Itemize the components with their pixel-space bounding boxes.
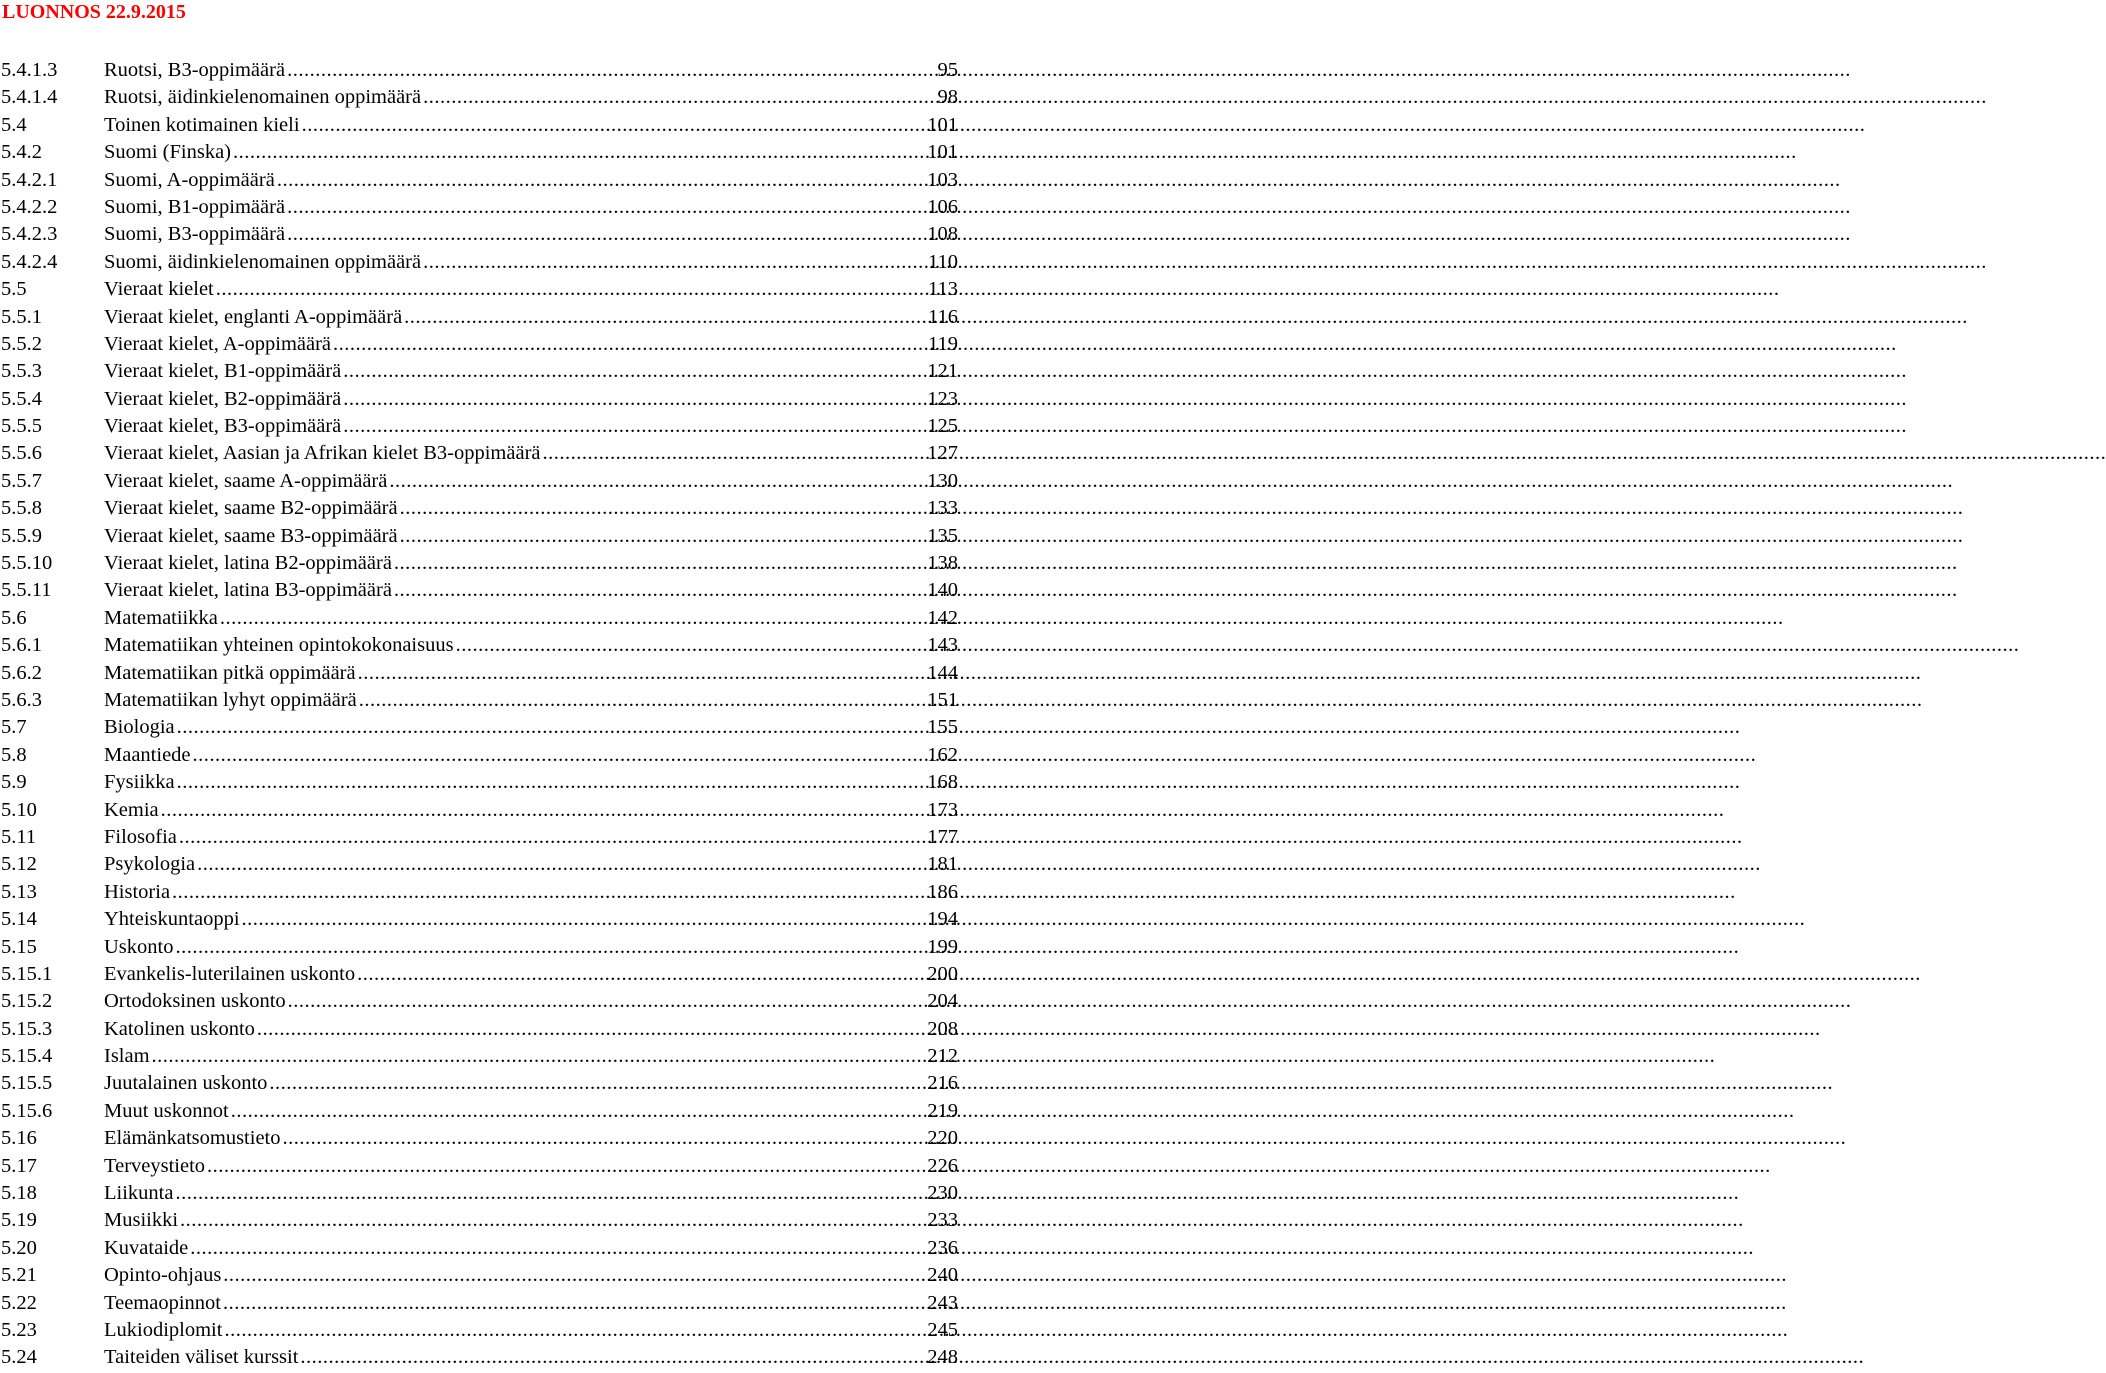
toc-entry-title: Taiteiden väliset kurssit (104, 1346, 299, 1369)
toc-entry-title: Teemaopinnot (104, 1291, 221, 1314)
toc-entry-page: 173 (927, 798, 958, 821)
toc-entry-number: 5.7 (1, 716, 27, 739)
toc-entry-number: 5.22 (1, 1291, 37, 1314)
toc-entry[interactable] (0, 276, 960, 303)
toc-entry-title: Islam (104, 1045, 150, 1068)
toc-entry-page: 181 (927, 853, 958, 876)
toc-dot-leader (358, 660, 926, 687)
toc-entry-number: 5.24 (1, 1346, 37, 1369)
toc-entry-page: 108 (927, 223, 958, 246)
toc-dot-leader (190, 1235, 925, 1262)
toc-entry-number: 5.21 (1, 1264, 37, 1287)
toc-entry-title: Ruotsi, B3-oppimäärä (104, 59, 286, 81)
toc-entry-title: Katolinen uskonto (104, 1017, 255, 1040)
toc-entry-title: Matematiikan yhteinen opintokokonaisuus (104, 634, 454, 657)
toc-dot-leader (394, 550, 925, 577)
toc-entry[interactable] (0, 1153, 960, 1180)
toc-entry[interactable] (0, 687, 960, 714)
toc-dot-leader (287, 194, 925, 221)
toc-entry-number: 5.15.2 (1, 990, 53, 1013)
toc-entry-page: 110 (928, 250, 958, 273)
toc-dot-leader (224, 1317, 925, 1344)
toc-dot-leader (287, 221, 925, 248)
toc-entry-page: 106 (927, 195, 958, 218)
toc-entry-title: Suomi, B1-oppimäärä (104, 195, 286, 218)
toc-entry-number: 5.5.3 (1, 360, 42, 383)
toc-dot-leader (207, 1153, 925, 1180)
toc-dot-leader (394, 577, 925, 604)
toc-entry[interactable] (0, 249, 960, 276)
toc-entry-number: 5.4.2.4 (1, 250, 58, 273)
toc-dot-leader (343, 358, 925, 385)
toc-entry-number: 5.4.2 (1, 141, 42, 164)
toc-entry-page: 219 (927, 1099, 958, 1122)
toc-entry-page: 138 (927, 552, 958, 575)
toc-entry[interactable] (0, 988, 960, 1015)
toc-dot-leader (357, 961, 925, 988)
toc-entry-title: Vieraat kielet, saame B2-oppimäärä (104, 497, 398, 520)
toc-entry[interactable] (0, 660, 960, 687)
toc-entry-title: Vieraat kielet, B1-oppimäärä (104, 360, 342, 383)
toc-entry-title: Kuvataide (104, 1236, 189, 1259)
toc-entry-number: 5.12 (1, 853, 37, 876)
toc-entry[interactable] (0, 304, 960, 331)
toc-entry-title: Vieraat kielet, B2-oppimäärä (104, 387, 342, 410)
toc-entry-page: 144 (927, 661, 958, 684)
toc-dot-leader (231, 1098, 926, 1125)
toc-dot-leader (543, 440, 926, 467)
toc-dot-leader (423, 249, 926, 276)
toc-entry-title: Biologia (104, 716, 175, 739)
toc-dot-leader (175, 934, 925, 961)
toc-entry-page: 135 (927, 524, 958, 547)
toc-entry-page: 212 (927, 1045, 958, 1068)
toc-entry-title: Psykologia (104, 853, 196, 876)
toc-entry[interactable] (0, 358, 960, 385)
toc-entry-title: Suomi, A-oppimäärä (104, 168, 275, 191)
toc-entry[interactable] (0, 57, 960, 84)
toc-dot-leader (216, 276, 926, 303)
toc-entry-number: 5.5 (1, 278, 27, 301)
toc-entry-number: 5.5.8 (1, 497, 42, 520)
toc-entry-number: 5.8 (1, 743, 27, 766)
toc-entry[interactable] (0, 1016, 960, 1043)
toc-entry-title: Opinto-ohjaus (104, 1264, 222, 1287)
toc-entry-title: Vieraat kielet (104, 278, 214, 301)
toc-dot-leader (300, 1344, 925, 1371)
toc-entry-page: 143 (927, 634, 958, 657)
toc-entry-number: 5.23 (1, 1318, 37, 1341)
toc-dot-leader (359, 687, 925, 714)
toc-entry-title: Matematiikan pitkä oppimäärä (104, 661, 356, 684)
toc-entry[interactable] (0, 961, 960, 988)
toc-entry-number: 5.5.11 (1, 579, 52, 602)
toc-entry-number: 5.10 (1, 798, 37, 821)
toc-entry[interactable] (0, 605, 960, 632)
toc-dot-leader (233, 139, 925, 166)
toc-entry-title: Matematiikan lyhyt oppimäärä (104, 688, 357, 711)
toc-entry[interactable] (0, 550, 960, 577)
toc-entry-title: Matematiikka (104, 606, 218, 629)
toc-entry-page: 208 (927, 1017, 958, 1040)
toc-entry-page: 113 (928, 278, 958, 301)
toc-entry[interactable] (0, 1070, 960, 1097)
toc-dot-leader (257, 1016, 925, 1043)
toc-dot-leader (423, 84, 935, 111)
toc-entry-title: Vieraat kielet, latina B2-oppimäärä (104, 552, 392, 575)
toc-entry-title: Musiikki (104, 1209, 179, 1232)
toc-dot-leader (269, 1070, 925, 1097)
toc-entry-page: 226 (927, 1154, 958, 1177)
toc-entry-page: 220 (927, 1127, 958, 1150)
toc-entry[interactable] (0, 84, 960, 111)
toc-entry-number: 5.5.5 (1, 415, 42, 438)
toc-entry-page: 168 (927, 771, 958, 794)
toc-entry-number: 5.15 (1, 935, 37, 958)
toc-entry-title: Toinen kotimainen kieli (104, 113, 300, 136)
toc-entry-title: Evankelis-luterilainen uskonto (104, 962, 356, 985)
toc-entry-title: Vieraat kielet, A-oppimäärä (104, 332, 332, 355)
toc-entry-title: Ruotsi, äidinkielenomainen oppimäärä (104, 86, 422, 109)
toc-entry-title: Uskonto (104, 935, 174, 958)
toc-entry-page: 121 (927, 360, 958, 383)
toc-entry[interactable] (0, 934, 960, 961)
toc-entry[interactable] (0, 1125, 960, 1152)
toc-entry-title: Vieraat kielet, latina B3-oppimäärä (104, 579, 392, 602)
toc-entry-number: 5.9 (1, 771, 27, 794)
toc-entry-number: 5.4.2.3 (1, 223, 58, 246)
toc-entry[interactable] (0, 1235, 960, 1262)
toc-entry-title: Liikunta (104, 1182, 174, 1205)
toc-entry-title: Vieraat kielet, saame B3-oppimäärä (104, 524, 398, 547)
toc-entry-number: 5.5.9 (1, 524, 42, 547)
toc-dot-leader (287, 57, 935, 84)
toc-entry-page: 103 (927, 168, 958, 191)
toc-entry-page: 95 (937, 59, 958, 81)
toc-entry-number: 5.4.2.2 (1, 195, 58, 218)
toc-entry-number: 5.5.2 (1, 332, 42, 355)
toc-entry[interactable] (0, 797, 960, 824)
toc-entry-title: Terveystieto (104, 1154, 206, 1177)
toc-entry-page: 133 (927, 497, 958, 520)
toc-entry-number: 5.15.1 (1, 962, 53, 985)
toc-entry-number: 5.5.6 (1, 442, 42, 465)
toc-dot-leader (223, 1290, 925, 1317)
toc-entry-title: Suomi (Finska) (104, 141, 231, 164)
toc-entry[interactable] (0, 1344, 960, 1371)
toc-entry-page: 200 (927, 962, 958, 985)
toc-entry-page: 116 (928, 305, 958, 328)
toc-entry-page: 177 (927, 825, 958, 848)
toc-dot-leader (220, 605, 925, 632)
toc-entry-number: 5.14 (1, 908, 37, 931)
toc-entry-number: 5.4 (1, 113, 27, 136)
toc-entry-number: 5.18 (1, 1182, 37, 1205)
toc-entry-title: Yhteiskuntaoppi (104, 908, 240, 931)
toc-entry[interactable] (0, 1262, 960, 1289)
toc-entry-number: 5.19 (1, 1209, 37, 1232)
toc-entry-page: 119 (928, 332, 958, 355)
toc-entry[interactable] (0, 577, 960, 604)
toc-entry[interactable] (0, 824, 960, 851)
toc-entry-title: Elämänkatsomustieto (104, 1127, 281, 1150)
toc-entry[interactable] (0, 194, 960, 221)
toc-dot-leader (177, 714, 926, 741)
toc-dot-leader (400, 495, 926, 522)
toc-dot-leader (242, 906, 926, 933)
toc-entry-number: 5.5.10 (1, 552, 53, 575)
toc-dot-leader (389, 468, 925, 495)
toc-entry-page: 162 (927, 743, 958, 766)
toc-entry-number: 5.11 (1, 825, 37, 848)
toc-entry-page: 123 (927, 387, 958, 410)
toc-entry-title: Lukiodiplomit (104, 1318, 223, 1341)
toc-entry-page: 194 (927, 908, 958, 931)
toc-entry-title: Vieraat kielet, saame A-oppimäärä (104, 469, 388, 492)
toc-entry-page: 240 (927, 1264, 958, 1287)
toc-entry-page: 216 (927, 1072, 958, 1095)
toc-dot-leader (343, 413, 925, 440)
toc-dot-leader (193, 742, 926, 769)
toc-dot-leader (288, 988, 926, 1015)
toc-dot-leader (343, 386, 925, 413)
toc-dot-leader (179, 824, 925, 851)
toc-entry-title: Vieraat kielet, englanti A-oppimäärä (104, 305, 403, 328)
toc-entry-number: 5.4.1.3 (1, 59, 58, 81)
toc-entry[interactable] (0, 1290, 960, 1317)
toc-entry-page: 130 (927, 469, 958, 492)
toc-entry-number: 5.4.1.4 (1, 86, 58, 109)
toc-entry[interactable] (0, 440, 960, 467)
toc-dot-leader (180, 1207, 925, 1234)
toc-dot-leader (400, 523, 926, 550)
toc-entry-page: 199 (927, 935, 958, 958)
toc-entry-page: 140 (927, 579, 958, 602)
toc-entry-title: Vieraat kielet, B3-oppimäärä (104, 415, 342, 438)
toc-entry-number: 5.20 (1, 1236, 37, 1259)
toc-entry-page: 155 (927, 716, 958, 739)
toc-entry[interactable] (0, 112, 960, 139)
toc-entry-title: Ortodoksinen uskonto (104, 990, 286, 1013)
toc-entry[interactable] (0, 1180, 960, 1207)
toc-entry[interactable] (0, 413, 960, 440)
toc-entry-page: 233 (927, 1209, 958, 1232)
toc-entry-page: 204 (927, 990, 958, 1013)
toc-entry-page: 101 (927, 141, 958, 164)
toc-entry[interactable] (0, 221, 960, 248)
toc-entry[interactable] (0, 1043, 960, 1070)
toc-entry-page: 245 (927, 1318, 958, 1341)
toc-entry-page: 151 (927, 688, 958, 711)
toc-entry[interactable] (0, 495, 960, 522)
toc-entry-page: 101 (927, 113, 958, 136)
toc-entry-number: 5.5.1 (1, 305, 42, 328)
table-of-contents (0, 57, 960, 1372)
toc-entry[interactable] (0, 769, 960, 796)
toc-dot-leader (277, 167, 925, 194)
toc-entry-page: 236 (927, 1236, 958, 1259)
toc-dot-leader (223, 1262, 925, 1289)
toc-entry[interactable] (0, 331, 960, 358)
toc-entry-page: 125 (927, 415, 958, 438)
toc-dot-leader (404, 304, 926, 331)
toc-entry-number: 5.5.4 (1, 387, 42, 410)
toc-dot-leader (333, 331, 926, 358)
toc-entry-title: Historia (104, 880, 171, 903)
toc-entry-number: 5.6.1 (1, 634, 42, 657)
toc-entry-title: Kemia (104, 798, 159, 821)
toc-entry-page: 230 (927, 1182, 958, 1205)
toc-entry-page: 248 (927, 1346, 958, 1369)
toc-entry[interactable] (0, 139, 960, 166)
toc-entry-number: 5.6.3 (1, 688, 42, 711)
toc-entry-page: 98 (937, 86, 958, 109)
toc-dot-leader (197, 851, 925, 878)
toc-dot-leader (302, 112, 926, 139)
toc-entry-number: 5.16 (1, 1127, 37, 1150)
toc-entry-page: 127 (927, 442, 958, 465)
toc-entry-title: Fysiikka (104, 771, 175, 794)
toc-entry-title: Suomi, B3-oppimäärä (104, 223, 286, 246)
toc-entry-title: Filosofia (104, 825, 177, 848)
toc-entry[interactable] (0, 386, 960, 413)
toc-entry[interactable] (0, 879, 960, 906)
toc-entry-title: Muut uskonnot (104, 1099, 229, 1122)
toc-entry[interactable] (0, 632, 960, 659)
toc-entry[interactable] (0, 714, 960, 741)
toc-entry[interactable] (0, 468, 960, 495)
toc-entry[interactable] (0, 851, 960, 878)
toc-dot-leader (175, 1180, 925, 1207)
toc-dot-leader (456, 632, 926, 659)
toc-entry-title: Vieraat kielet, Aasian ja Afrikan kielet B3-oppimäärä (104, 442, 541, 465)
toc-dot-leader (161, 797, 926, 824)
toc-entry-number: 5.4.2.1 (1, 168, 58, 191)
toc-entry-number: 5.6.2 (1, 661, 42, 684)
toc-entry-number: 5.15.4 (1, 1045, 53, 1068)
toc-entry[interactable] (0, 1098, 960, 1125)
toc-entry[interactable] (0, 1317, 960, 1344)
toc-entry[interactable] (0, 167, 960, 194)
toc-entry-page: 142 (927, 606, 958, 629)
toc-dot-leader (172, 879, 925, 906)
toc-entry-number: 5.15.5 (1, 1072, 53, 1095)
toc-dot-leader (152, 1043, 926, 1070)
toc-entry-number: 5.13 (1, 880, 37, 903)
toc-entry-title: Suomi, äidinkielenomainen oppimäärä (104, 250, 422, 273)
toc-entry-number: 5.15.6 (1, 1099, 53, 1122)
draft-header: LUONNOS 22.9.2015 (2, 1, 186, 23)
toc-dot-leader (177, 769, 926, 796)
toc-entry-page: 243 (927, 1291, 958, 1314)
toc-entry[interactable] (0, 523, 960, 550)
toc-entry-page: 186 (927, 880, 958, 903)
toc-entry-number: 5.15.3 (1, 1017, 53, 1040)
toc-entry-number: 5.6 (1, 606, 27, 629)
toc-entry-number: 5.5.7 (1, 469, 42, 492)
toc-entry[interactable] (0, 906, 960, 933)
toc-entry-number: 5.17 (1, 1154, 37, 1177)
toc-entry-title: Maantiede (104, 743, 191, 766)
toc-entry-title: Juutalainen uskonto (104, 1072, 268, 1095)
toc-entry[interactable] (0, 742, 960, 769)
toc-dot-leader (283, 1125, 926, 1152)
toc-entry[interactable] (0, 1207, 960, 1234)
